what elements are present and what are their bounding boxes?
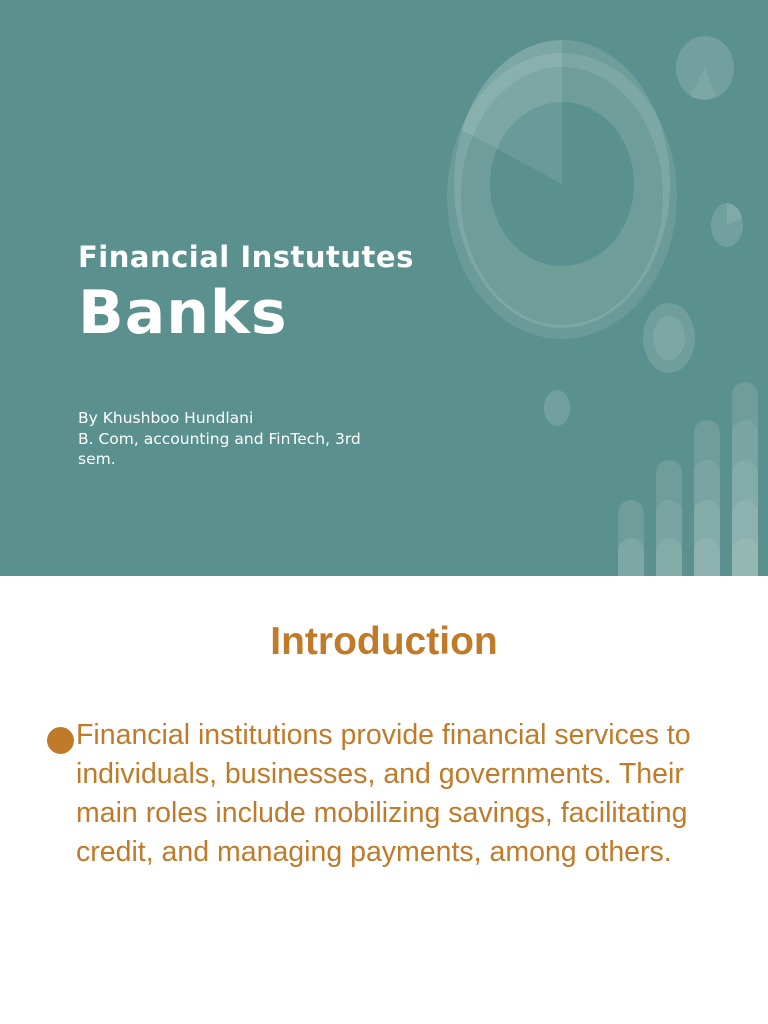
author-semester: sem. bbox=[78, 450, 116, 468]
bar-chart-icon bbox=[618, 382, 758, 576]
author-course: B. Com, accounting and FinTech, 3rd bbox=[78, 429, 361, 448]
slide-heading: Introduction bbox=[270, 620, 498, 663]
slide-subtitle: Financial Instututes bbox=[78, 240, 414, 274]
slide-title: Banks bbox=[78, 278, 288, 348]
donut-chart-icon bbox=[454, 40, 670, 332]
bullet-item: Financial institutions provide financial services to individuals, businesses, and governments. Their main roles include mobilizing savings, facilitating credit, and managing payments, among others. bbox=[76, 719, 691, 868]
author-name: By Khushboo Hundlani bbox=[78, 409, 254, 427]
introduction-slide bbox=[0, 576, 768, 1024]
author-info bbox=[78, 408, 408, 470]
bullet-icon bbox=[47, 727, 74, 754]
